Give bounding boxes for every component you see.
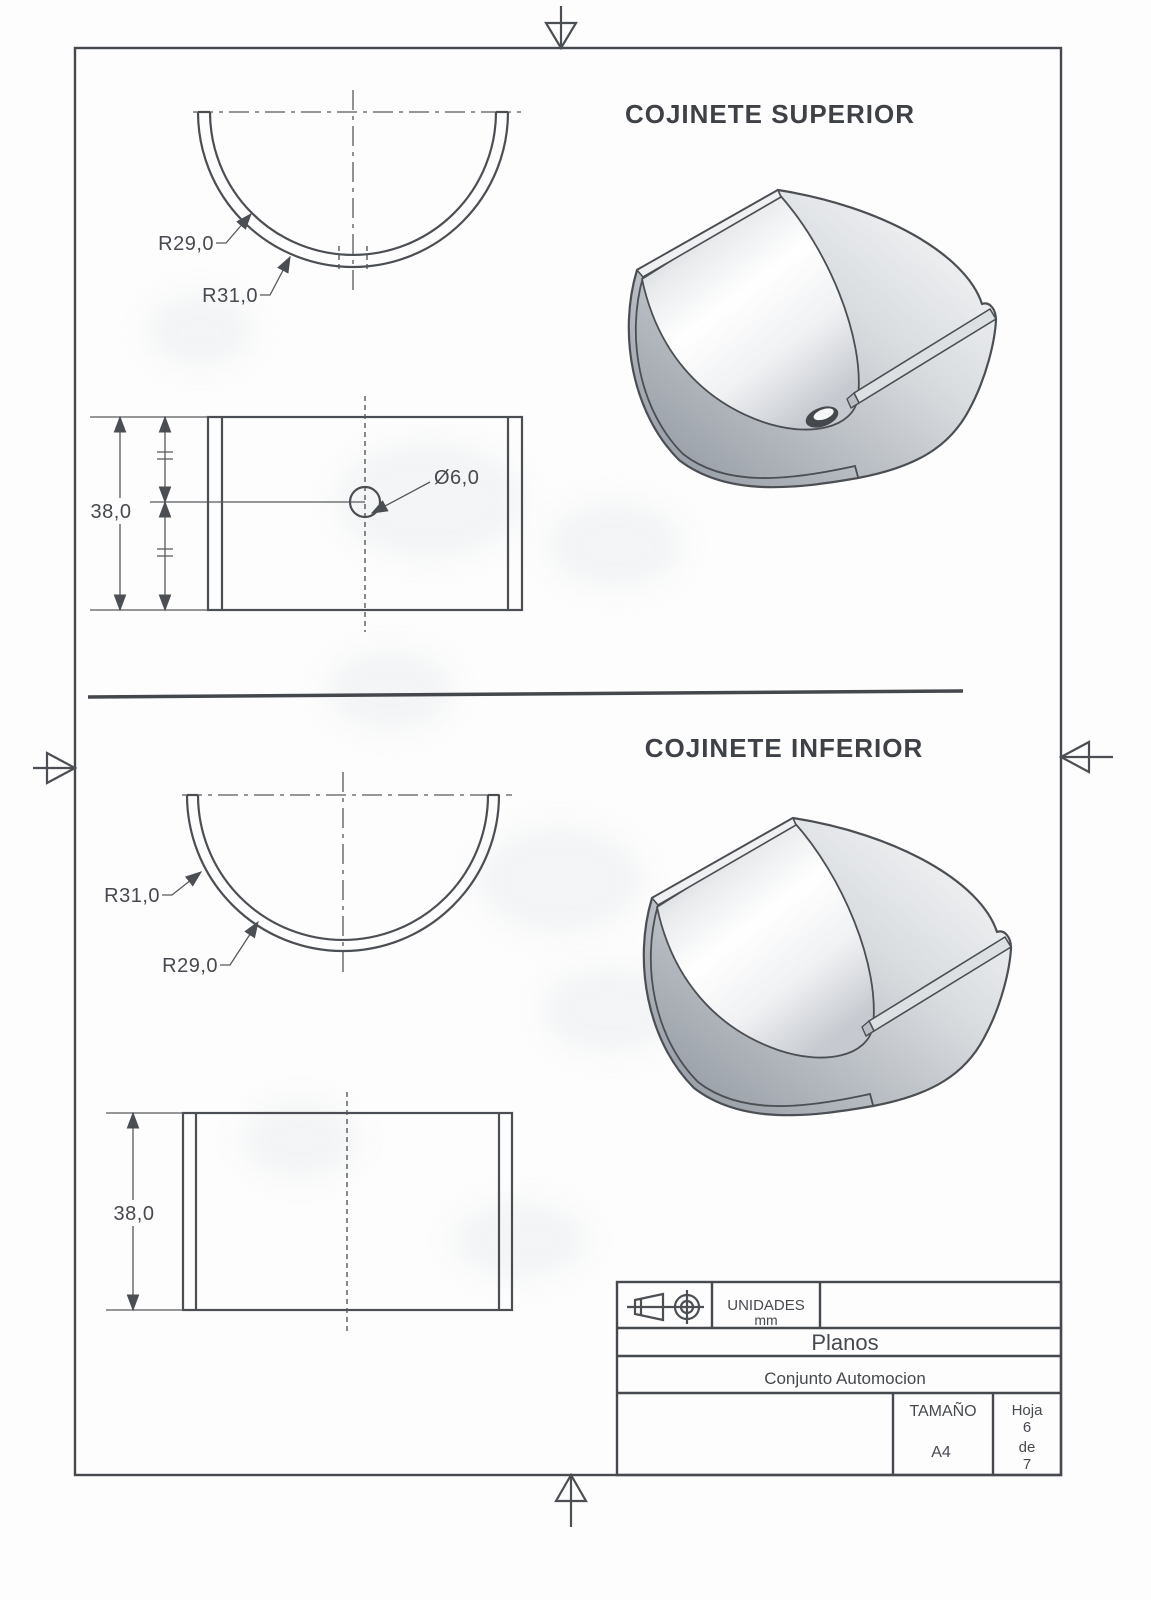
svg-text:38,0: 38,0	[90, 501, 132, 523]
upper-ring-section-view	[158, 90, 521, 307]
upper-width-dimension	[86, 417, 136, 610]
lower-outer-radius-dimension	[104, 872, 201, 907]
scan-artifacts	[145, 292, 685, 1280]
svg-text:mm: mm	[754, 1312, 778, 1328]
lower-inner-radius-dimension	[162, 922, 258, 977]
registration-mark-bottom	[556, 1475, 586, 1527]
svg-text:A4: A4	[931, 1444, 951, 1461]
size-cell	[909, 1400, 976, 1461]
svg-text:6: 6	[1022, 1419, 1032, 1436]
title-block	[617, 1282, 1061, 1475]
svg-text:de: de	[1018, 1439, 1036, 1456]
svg-text:7: 7	[1022, 1456, 1032, 1473]
registration-mark-left	[33, 753, 75, 783]
projection-method-icon	[627, 1290, 704, 1324]
lower-width-dimension	[108, 1113, 160, 1310]
svg-text:R31,0: R31,0	[104, 885, 160, 907]
registration-mark-top	[546, 6, 576, 48]
registration-mark-right	[1061, 742, 1113, 772]
section-divider-line	[88, 691, 963, 697]
svg-text:R29,0: R29,0	[162, 955, 218, 977]
svg-text:UNIDADES: UNIDADES	[727, 1297, 805, 1314]
svg-text:R29,0: R29,0	[158, 233, 214, 255]
lower-ring-section-view	[104, 772, 512, 977]
upper-inner-radius-dimension	[158, 214, 251, 255]
units-cell	[727, 1297, 805, 1328]
sheet-cell	[1012, 1402, 1044, 1473]
document-subtitle: Conjunto Automocion	[764, 1369, 926, 1388]
lower-3d-view	[644, 818, 1011, 1115]
svg-text:R31,0: R31,0	[202, 285, 258, 307]
document-title: Planos	[811, 1330, 879, 1355]
svg-text:38,0: 38,0	[113, 1203, 155, 1225]
svg-text:Ø6,0: Ø6,0	[434, 467, 480, 489]
upper-equal-split-dimension	[157, 417, 173, 610]
upper-section-title: COJINETE SUPERIOR	[624, 99, 916, 129]
upper-3d-view	[629, 190, 996, 487]
svg-text:Hoja: Hoja	[1011, 1402, 1043, 1419]
upper-outer-radius-dimension	[202, 257, 290, 307]
svg-text:TAMAÑO: TAMAÑO	[909, 1403, 977, 1420]
lower-section-title: COJINETE INFERIOR	[644, 733, 924, 763]
